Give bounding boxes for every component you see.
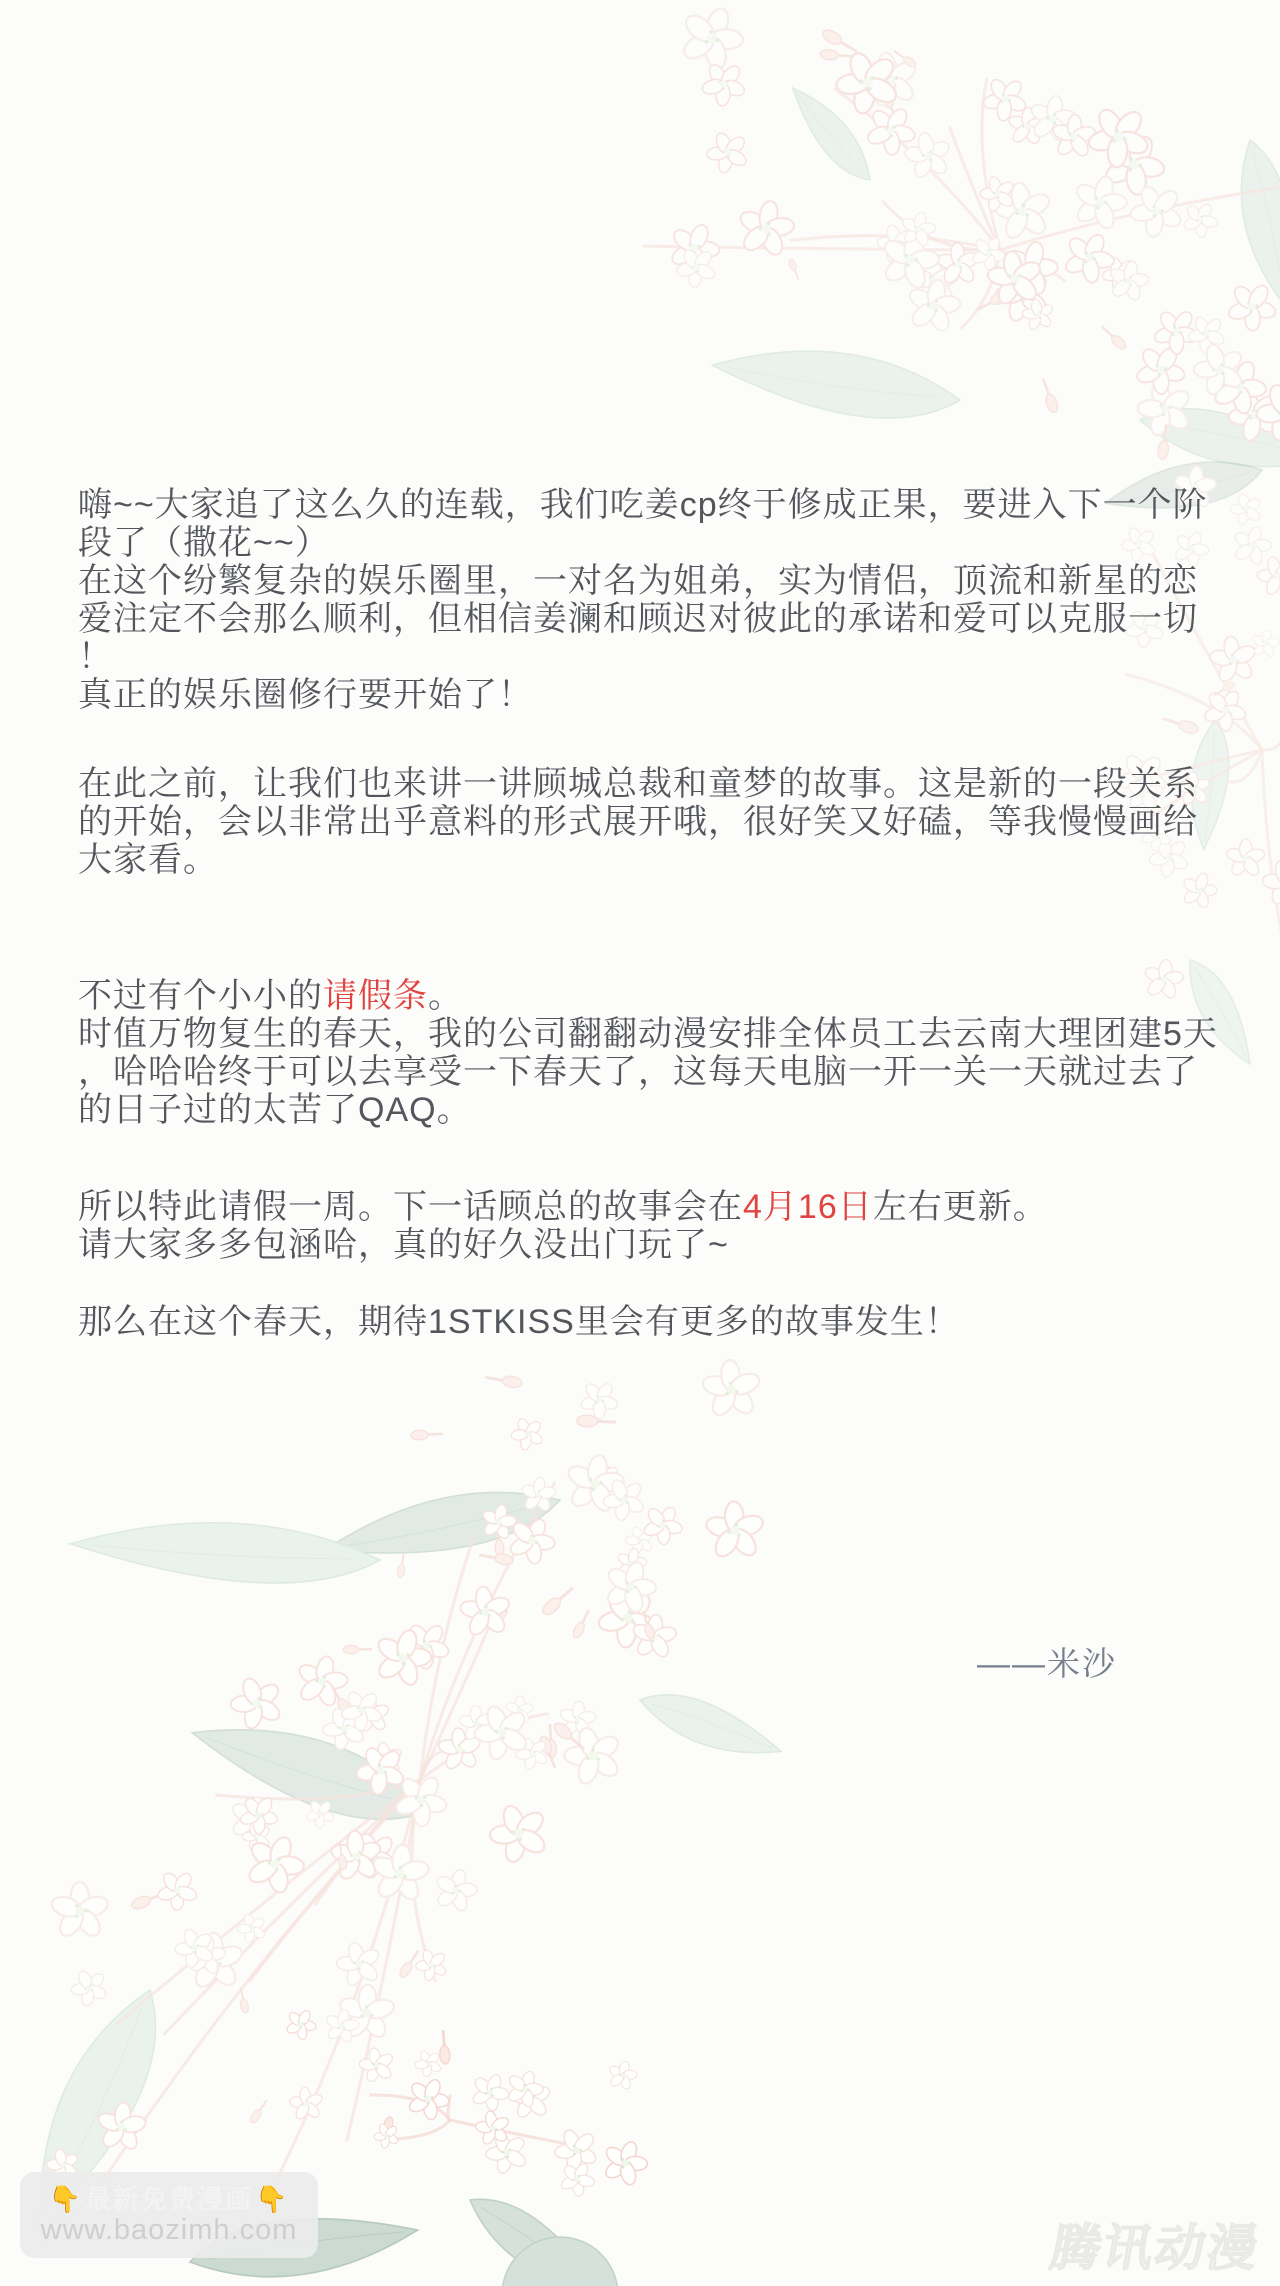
point-down-icon: 👇 [48, 2184, 83, 2214]
baozimh-watermark [20, 2172, 318, 2258]
paragraph-1 [78, 486, 1238, 714]
note-line: 真正的娱乐圈修行要开始了！ [78, 676, 533, 714]
note-line: 嗨~~大家追了这么久的连载，我们吃姜cp终于修成正果，要进入下一个阶 [78, 486, 1208, 524]
note-line: 不过有个小小的请假条。 [78, 977, 463, 1015]
author-signature: ——米沙 [977, 1645, 1117, 1682]
note-line: 时值万物复生的春天，我的公司翻翻动漫安排全体员工去云南大理团建5天 [78, 1015, 1218, 1053]
watermark-url: www.baozimh.com [40, 2214, 298, 2246]
note-line: 爱注定不会那么顺利，但相信姜澜和顾迟对彼此的承诺和爱可以克服一切 [78, 600, 1198, 638]
watermark-text: 最新免费漫画 [84, 2184, 253, 2214]
watermark-headline [49, 2184, 290, 2214]
note-line: 在这个纷繁复杂的娱乐圈里，一对名为姐弟，实为情侣，顶流和新星的恋 [78, 562, 1198, 600]
tencent-comics-logo: 腾讯动漫 [1046, 2220, 1265, 2276]
point-down-icon: 👇 [255, 2184, 290, 2214]
note-line: 所以特此请假一周。下一话顾总的故事会在4月16日左右更新。 [78, 1188, 1048, 1226]
note-line: 的开始，会以非常出乎意料的形式展开哦，很好笑又好磕，等我慢慢画给 [78, 803, 1198, 841]
note-line: 段了（撒花~~） [78, 524, 330, 562]
paragraph-2 [78, 765, 1238, 879]
note-line: 在此之前，让我们也来讲一讲顾城总裁和童梦的故事。这是新的一段关系 [78, 765, 1198, 803]
note-line: ！ [78, 638, 113, 676]
paragraph-3 [78, 977, 1238, 1129]
note-line: 那么在这个春天，期待1STKISS里会有更多的故事发生！ [78, 1303, 960, 1341]
note-line: 的日子过的太苦了QAQ。 [78, 1091, 472, 1129]
note-line: 大家看。 [78, 841, 218, 879]
author-note [78, 486, 1238, 1341]
paragraph-4 [78, 1188, 1238, 1264]
note-line: ，哈哈哈终于可以去享受一下春天了，这每天电脑一开一关一天就过去了 [78, 1053, 1198, 1091]
paragraph-5 [78, 1303, 1238, 1341]
note-line: 请大家多多包涵哈，真的好久没出门玩了~ [78, 1226, 729, 1264]
